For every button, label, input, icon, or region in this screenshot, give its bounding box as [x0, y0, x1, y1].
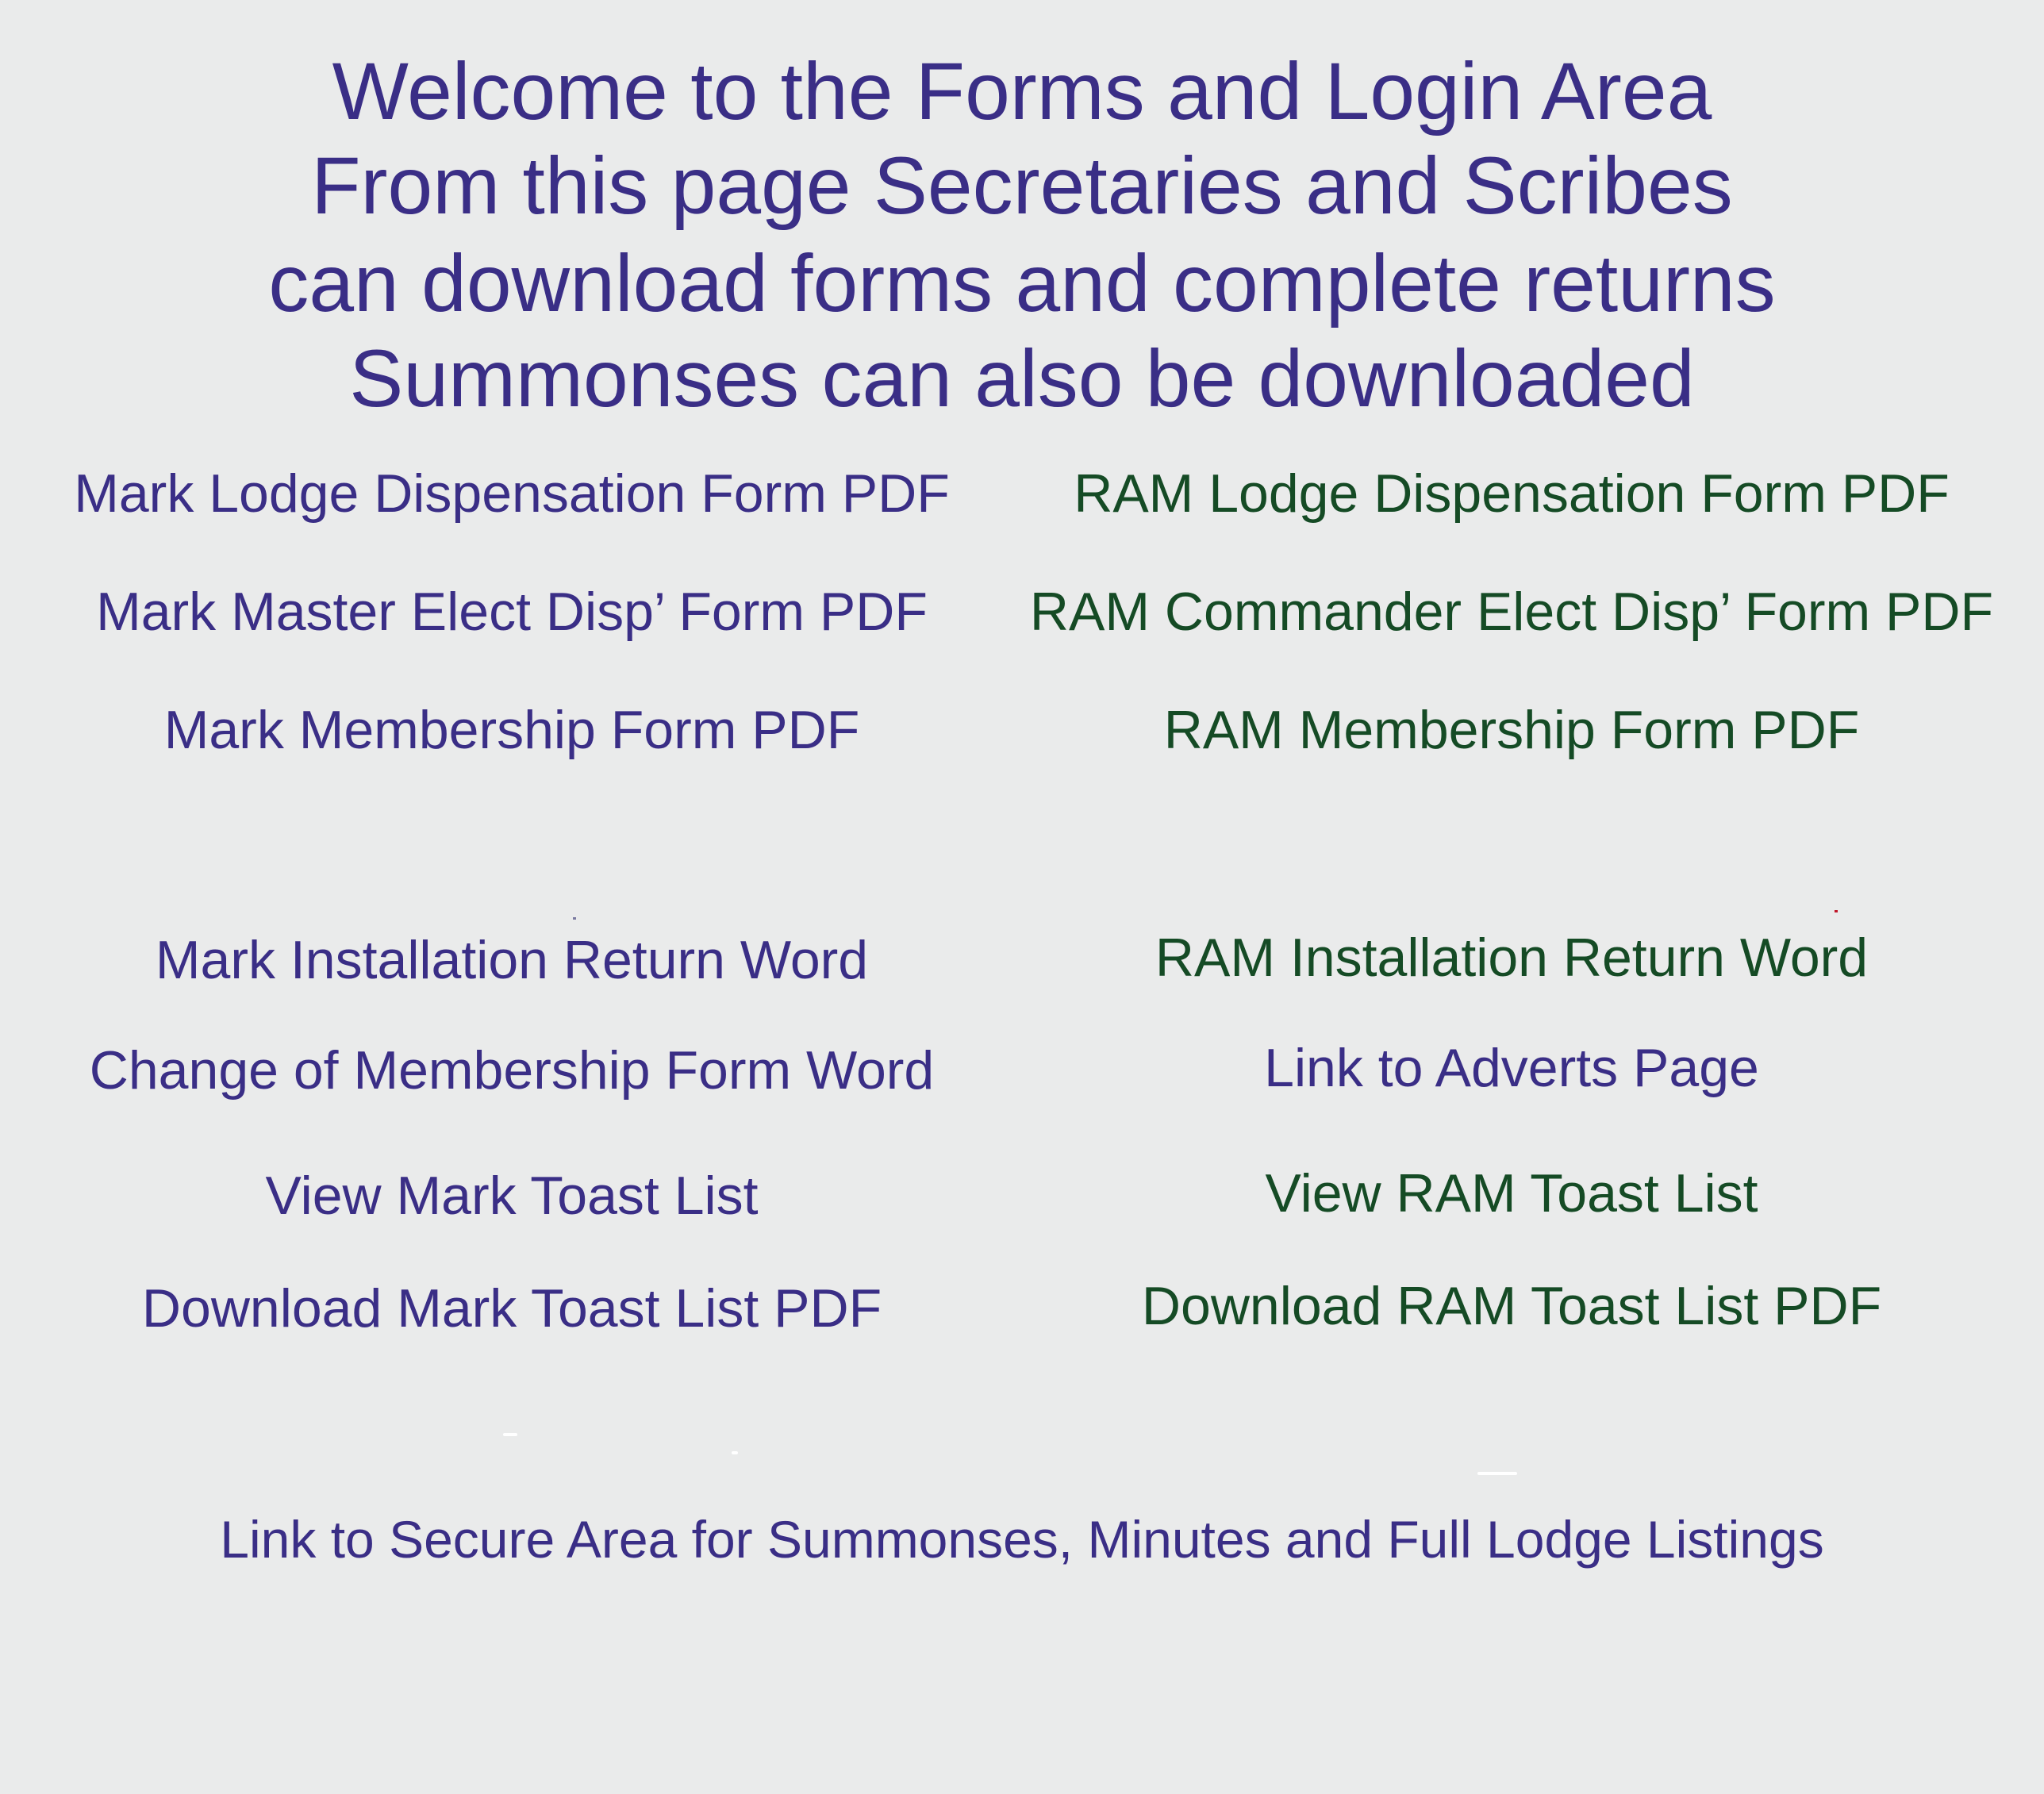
- ram-installation-return-link[interactable]: RAM Installation Return Word: [1155, 928, 1869, 988]
- download-mark-toast-list-link[interactable]: Download Mark Toast List PDF: [141, 1278, 882, 1339]
- artifact-dot-right: [1835, 910, 1838, 912]
- download-ram-toast-list-link[interactable]: Download RAM Toast List PDF: [1141, 1276, 1882, 1336]
- welcome-heading-line-4: Summonses can also be downloaded: [349, 333, 1695, 424]
- welcome-heading-line-3: can download forms and complete returns: [268, 238, 1776, 328]
- mark-membership-form-link[interactable]: Mark Membership Form PDF: [163, 700, 860, 760]
- welcome-heading-line-1: Welcome to the Forms and Login Area: [332, 46, 1712, 136]
- change-of-membership-form-link[interactable]: Change of Membership Form Word: [89, 1040, 935, 1101]
- mark-lodge-dispensation-form-link[interactable]: Mark Lodge Dispensation Form PDF: [74, 463, 950, 524]
- ram-commander-elect-disp-form-link[interactable]: RAM Commander Elect Disp’ Form PDF: [1029, 582, 1994, 642]
- ram-membership-form-link[interactable]: RAM Membership Form PDF: [1163, 700, 1860, 760]
- artifact-dot-left: [573, 917, 576, 920]
- secure-area-link[interactable]: Link to Secure Area for Summonses, Minutes and Full Lodge Listings: [220, 1510, 1824, 1569]
- ram-lodge-dispensation-form-link[interactable]: RAM Lodge Dispensation Form PDF: [1074, 463, 1950, 524]
- view-mark-toast-list-link[interactable]: View Mark Toast List: [265, 1166, 759, 1226]
- artifact-smudge-2: [732, 1451, 738, 1454]
- mark-installation-return-link[interactable]: Mark Installation Return Word: [155, 930, 869, 990]
- welcome-heading-line-2: From this page Secretaries and Scribes: [311, 140, 1733, 231]
- mark-master-elect-disp-form-link[interactable]: Mark Master Elect Disp’ Form PDF: [96, 582, 928, 642]
- artifact-smudge-1: [503, 1433, 517, 1436]
- adverts-page-link[interactable]: Link to Adverts Page: [1264, 1038, 1759, 1098]
- artifact-smudge-3: [1477, 1472, 1517, 1475]
- view-ram-toast-list-link[interactable]: View RAM Toast List: [1265, 1163, 1758, 1224]
